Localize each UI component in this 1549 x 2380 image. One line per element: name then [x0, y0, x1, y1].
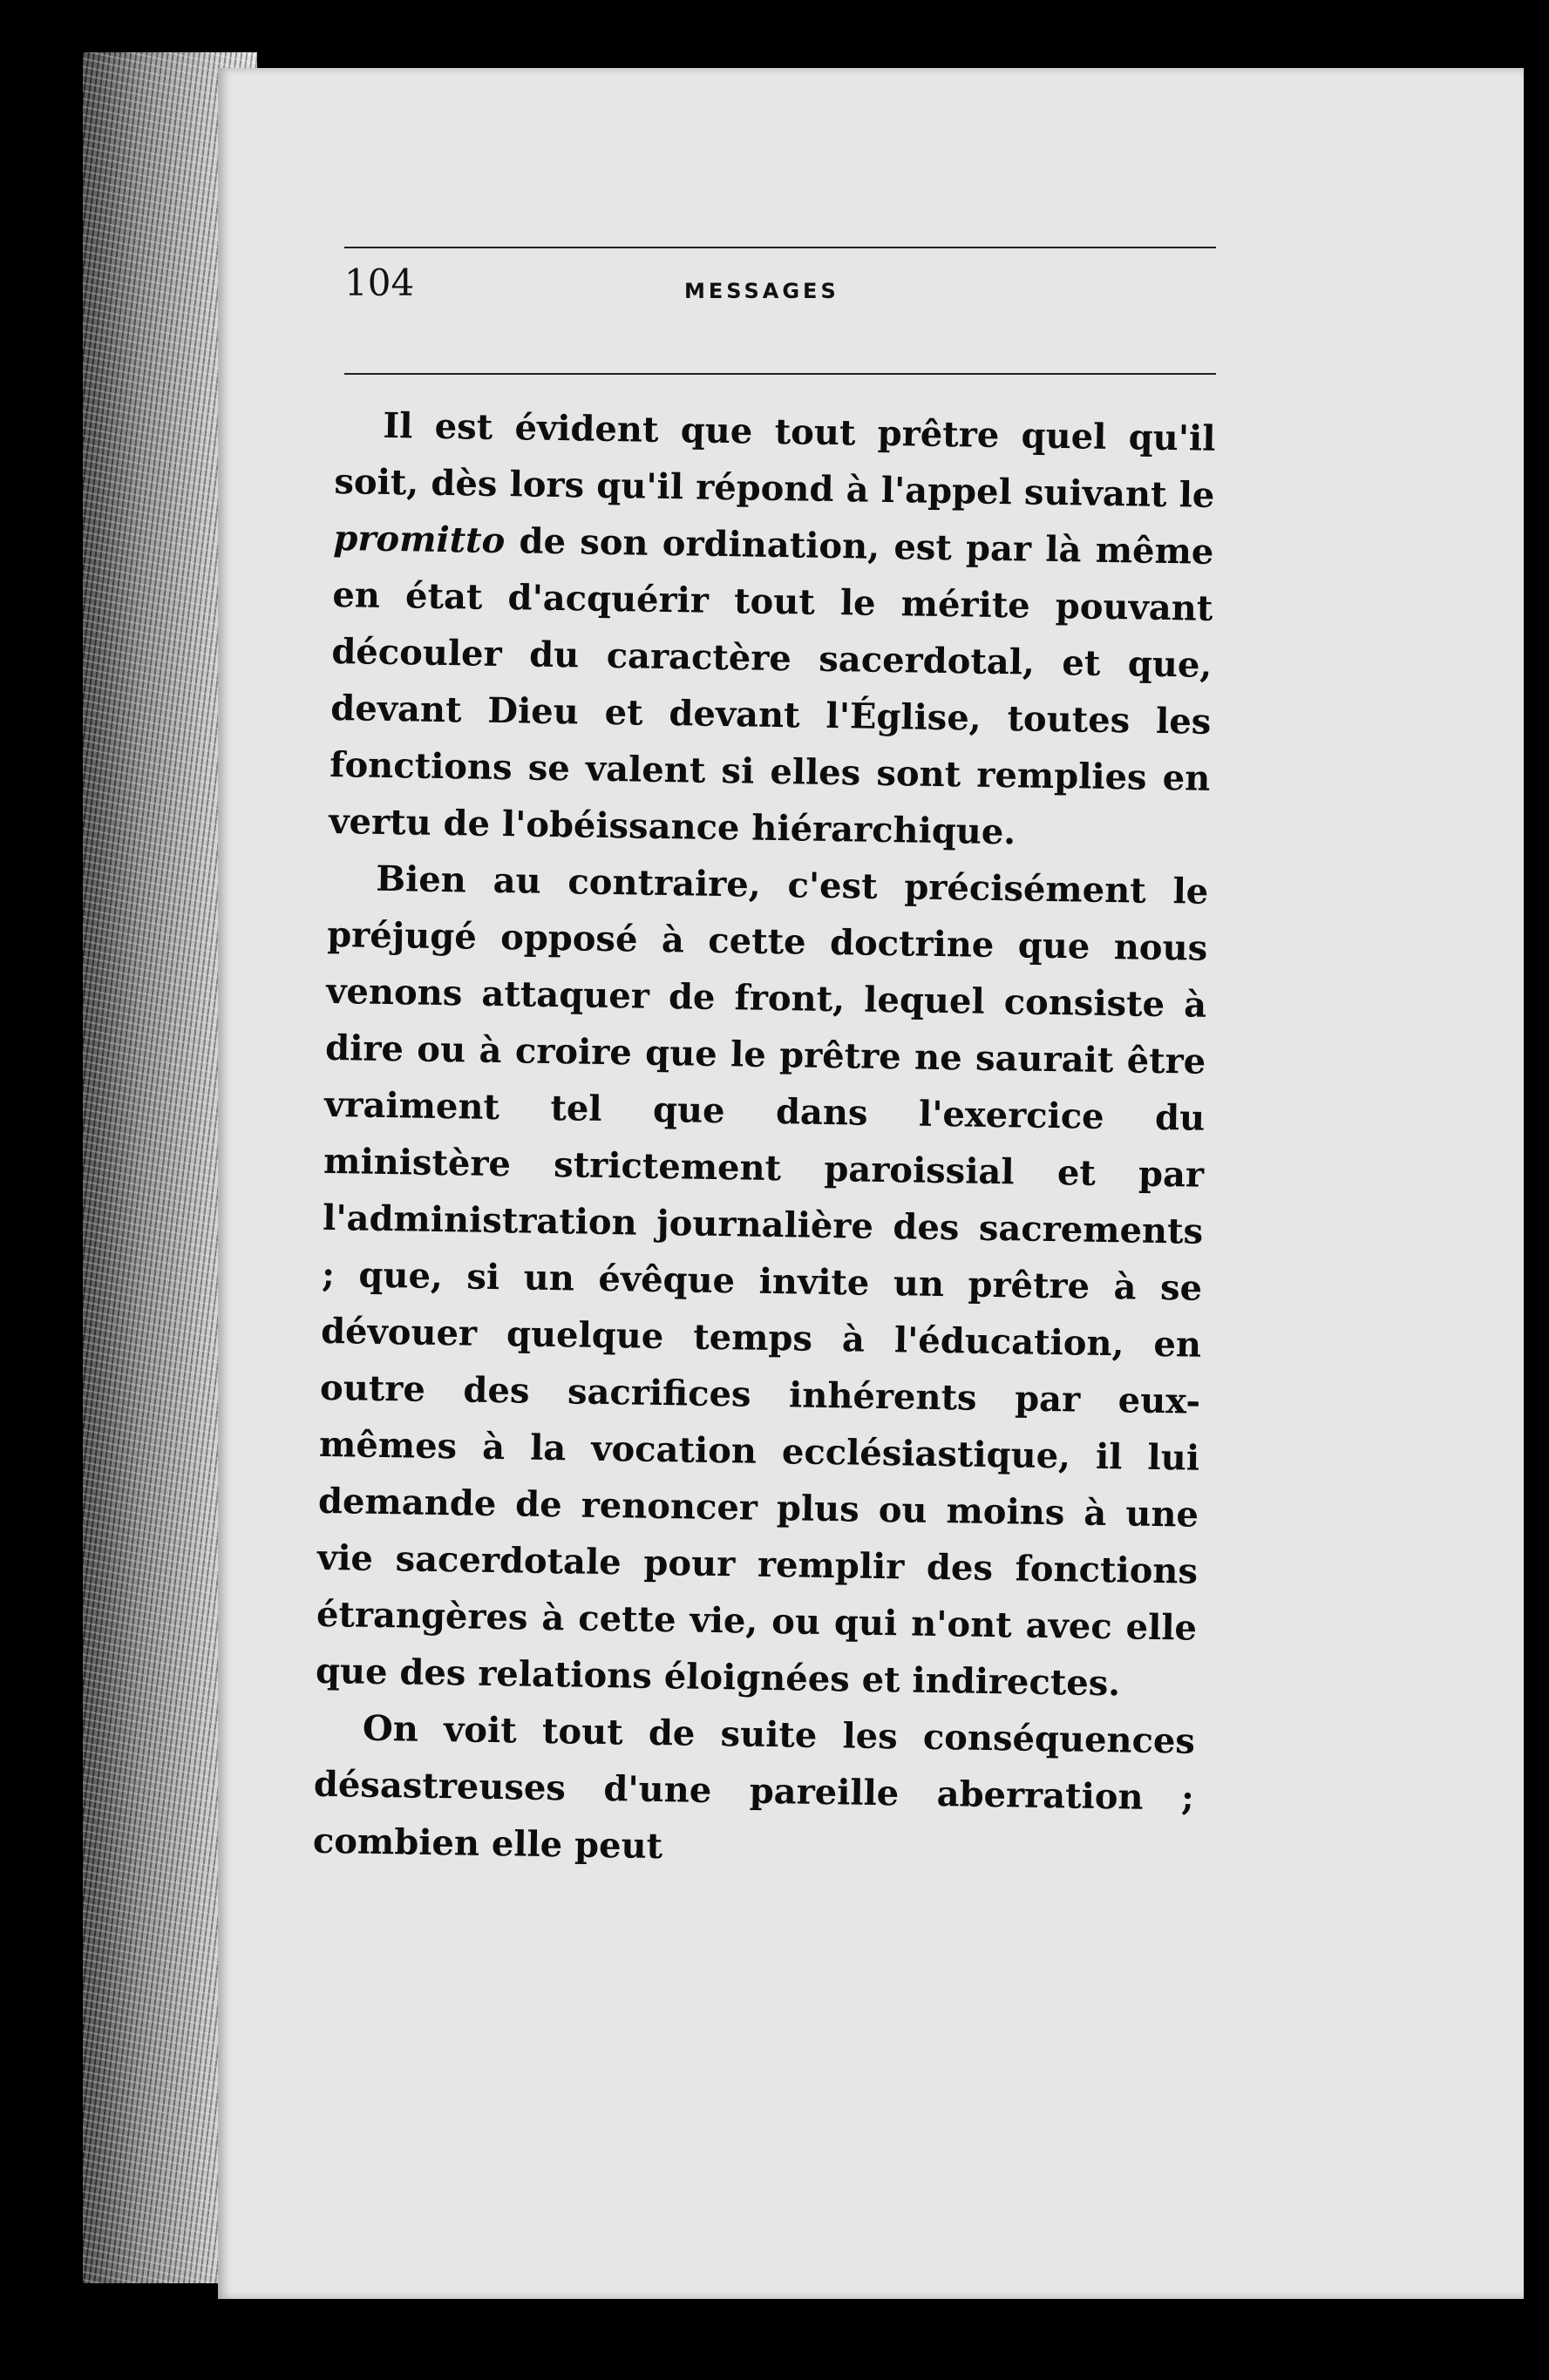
- running-title: MESSAGES: [684, 279, 839, 303]
- paragraph-2: Bien au contraire, c'est précisément le préjugé opposé à cette doctrine que nous venons attaquer de front, lequel consiste à dire ou à croire que le prêtre ne saurait être vraiment tel que dans l'exercice du ministère strictement paroissial et par l'administration journalière des sacrements ; que, si un évêque invite un prêtre à se dévouer quelque temps à l'éducation, en outre des sacrifices inhérents par eux-mêmes à la vocation ecclésiastique, il lui demande de renoncer plus ou moins à une vie sacerdotale pour remplir des fonctions étrangères à cette vie, ou qui n'ont avec elle que des relations éloignées et indirectes.: [315, 858, 1209, 1705]
- paragraph-1-start: Il est évident que tout prêtre quel qu'il soit, dès lors qu'il répond à l'appel suivant le: [334, 404, 1216, 516]
- header-rule-bottom: [344, 373, 1216, 375]
- latin-term: promitto: [333, 517, 506, 562]
- page-number: 104: [344, 261, 415, 304]
- header-rule-top: [344, 247, 1216, 248]
- paragraph-3: On voit tout de suite les conséquences désastreuses d'une pareille aberration ; combien elle peut: [312, 1707, 1196, 1868]
- body-text: [312, 397, 1215, 1883]
- paragraph-1-end: de son ordination, est par là même en état d'acquérir tout le mérite pouvant découler du caractère sacerdotal, et que, devant Dieu et devant l'Église, toutes les fonctions se valent si elles sont remplies en vertu de l'obéissance hiérarchique.: [328, 520, 1214, 853]
- paragraph-1: [329, 397, 1216, 864]
